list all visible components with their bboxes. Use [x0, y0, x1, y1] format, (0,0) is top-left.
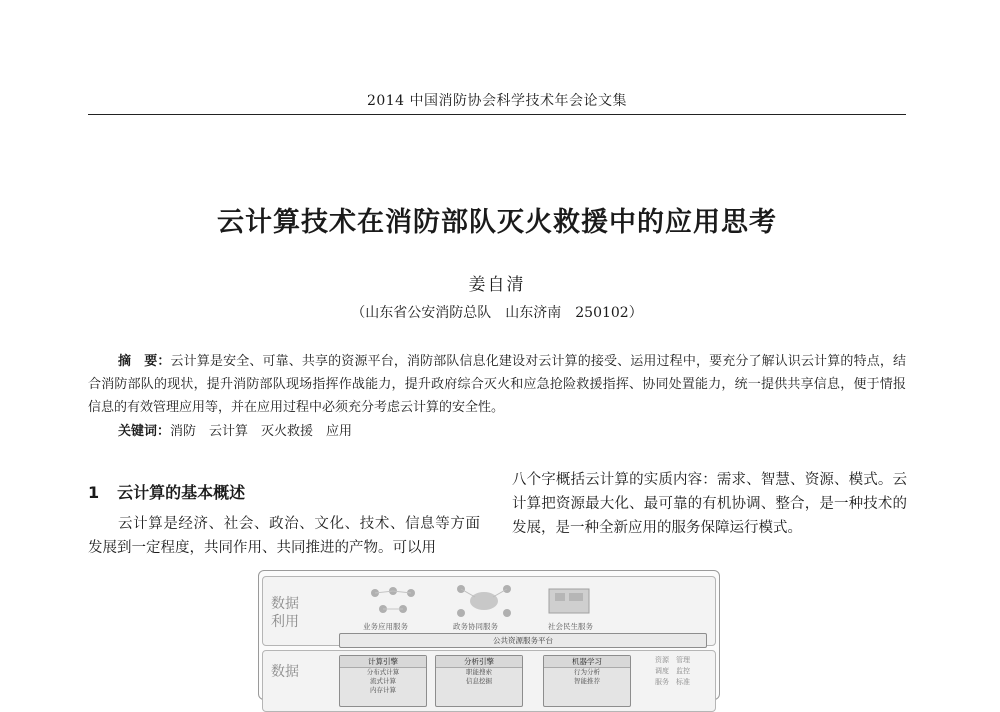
section-heading [88, 480, 245, 503]
section-number: 1 [88, 483, 100, 502]
engine-item: 行为分析 [574, 668, 600, 676]
public-resource-platform: 公共资源服务平台 [339, 633, 707, 648]
layer-label-utilization: 数据利用 [271, 596, 299, 630]
abstract [88, 350, 906, 419]
engine-ml [543, 655, 631, 707]
engine-analysis [435, 655, 523, 707]
keywords [118, 420, 352, 439]
abstract-text: 云计算是安全、可靠、共享的资源平台，消防部队信息化建设对云计算的接受、运用过程中，要充分了解认识云计算的特点，结合消防部队的现状，提升消防部队现场指挥作战能力，提升政府综合灭火和应急抢险救援指挥、协同处置能力，统一提供共享信息，便于情报信息的有效管理应用等，并在应用过程中必须充分考虑云计算的安全性。 [88, 354, 906, 415]
keywords-label: 关键词： [118, 424, 171, 439]
keywords-text: 消防 云计算 灭火救援 应用 [170, 424, 353, 439]
layer-label-data: 数据 [271, 664, 299, 680]
civil-service-icon [543, 583, 599, 619]
abstract-label: 摘 要： [118, 354, 171, 369]
engine-compute [339, 655, 427, 707]
paper-title: 云计算技术在消防部队灭火救援中的应用思考 [217, 207, 777, 238]
management-side-panel [655, 655, 711, 688]
engine-item: 内存计算 [370, 686, 396, 694]
engine-title: 分析引擎 [436, 656, 522, 668]
data-processing-layer [262, 650, 716, 712]
engine-item: 分布式计算 [366, 668, 400, 676]
service-label-government: 政务协同服务 [453, 622, 498, 631]
engine-item: 流式计算 [370, 677, 396, 685]
body-right-text: 八个字概括云计算的实质内容：需求、智慧、资源、模式。云计算把资源最大化、最可靠的有机协调、整合，是一种技术的发展，是一种全新应用的服务保障运行模式。 [512, 472, 907, 536]
side-text: 资源 管理 [655, 656, 690, 664]
engine-title: 机器学习 [544, 656, 630, 668]
side-text: 服务 标准 [655, 678, 690, 686]
government-service-icon [453, 581, 515, 619]
data-utilization-layer [262, 576, 716, 646]
engine-item: 智能推荐 [574, 677, 600, 685]
affiliation: （山东省公安消防总队 山东济南 250102） [351, 305, 643, 321]
body-left-text: 云计算是经济、社会、政治、文化、技术、信息等方面发展到一定程度，共同作用、共同推进的产物。可以用 [88, 516, 480, 556]
body-column-right [512, 468, 907, 540]
service-label-business: 业务应用服务 [363, 622, 408, 631]
header-rule [88, 114, 906, 115]
architecture-figure [258, 570, 720, 700]
body-column-left [88, 512, 480, 560]
engine-title: 计算引擎 [340, 656, 426, 668]
service-label-civil: 社会民生服务 [548, 622, 593, 631]
author: 姜自清 [468, 275, 526, 295]
section-title: 云计算的基本概述 [117, 483, 246, 502]
engine-item: 职能搜索 [466, 668, 492, 676]
running-header: 2014 中国消防协会科学技术年会论文集 [366, 93, 628, 109]
engine-item: 信息挖掘 [466, 677, 492, 685]
side-text: 调度 监控 [655, 667, 690, 675]
business-service-icon [363, 583, 423, 619]
